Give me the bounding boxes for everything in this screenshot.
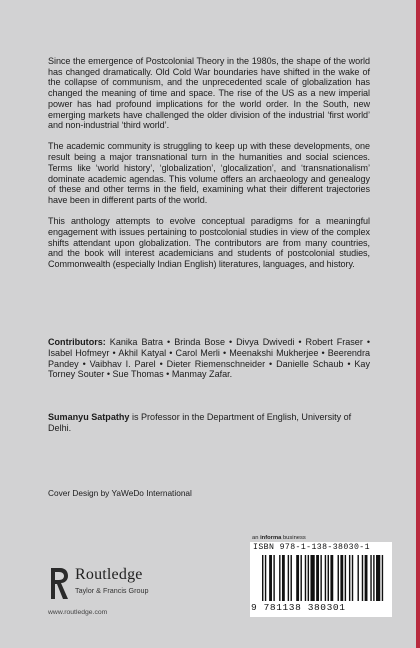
- cover-design-credit: Cover Design by YaWeDo International: [48, 488, 192, 498]
- editor-bio: [48, 412, 370, 434]
- publisher-url[interactable]: www.routledge.com: [48, 609, 108, 616]
- publisher-name: Routledge: [75, 566, 143, 583]
- editor-bio-text: is Professor in the Department of English, University of Delhi.: [48, 412, 352, 433]
- barcode-number: 9 781138 380301: [251, 602, 346, 613]
- barcode-box: [250, 542, 392, 617]
- isbn-label: ISBN 978-1-138-38030-1: [253, 543, 370, 552]
- contributors-names: Kanika Batra • Brinda Bose • Divya Dwivedi • Robert Fraser • Isabel Hofmeyr • Akhil Katyal • Carol Merli • Meenakshi Mukherjee • Beerendra Pandey • Vaibhav I. Parel • Dieter Riemenschneider • Danielle Schaub • Kay Torney Souter • Sue Thomas • Manmay Zafar.: [48, 337, 371, 380]
- contributors: [48, 337, 370, 380]
- editor-name: Sumanyu Satpathy: [48, 412, 130, 422]
- accent-bar: [416, 0, 420, 648]
- informa-suffix: business: [281, 535, 306, 541]
- informa-brand: informa: [260, 535, 282, 541]
- routledge-r-logo-icon: [48, 566, 70, 600]
- blurb-paragraph-1: Since the emergence of Postcolonial Theory in the 1980s, the shape of the world has changed dramatically. Old Cold War boundaries have shifted in the wake of the collapse of communism, and the unprecedented scale of globalization has changed the meaning of time and space. The rise of the US as a new imperial power has had profound implications for the world order. In the South, new emerging markets have challenged the older division of the industrial ‘first world’ and non-industrial ‘third world’.: [48, 56, 370, 131]
- barcode-icon: [262, 555, 386, 601]
- blurb-paragraph-3: This anthology attempts to evolve conceptual paradigms for a meaningful engagement with issues pertaining to postcolonial studies in view of the complex shifts attendant upon globalization. The contributors are from many countries, and the book will interest academicians and students of postcolonial studies, Commonwealth (especially Indian English) literatures, languages, and history.: [48, 216, 370, 269]
- publisher-subtitle: Taylor & Francis Group: [75, 586, 149, 595]
- contributors-label: Contributors:: [48, 337, 106, 347]
- informa-prefix: an: [252, 535, 261, 541]
- informa-tag: [252, 535, 306, 541]
- blurb: [48, 56, 370, 280]
- blurb-paragraph-2: The academic community is struggling to keep up with these developments, one result being a major transnational turn in the humanities and social sciences. Terms like ‘world history’, ‘globalization’, ‘glocalization’, and ‘transnationalism’ dominate academic agendas. This volume offers an archaeology and genealogy of these and other terms in the field, examining what their different trajectories have been in different parts of the world.: [48, 141, 370, 205]
- publisher-logo: [48, 566, 188, 602]
